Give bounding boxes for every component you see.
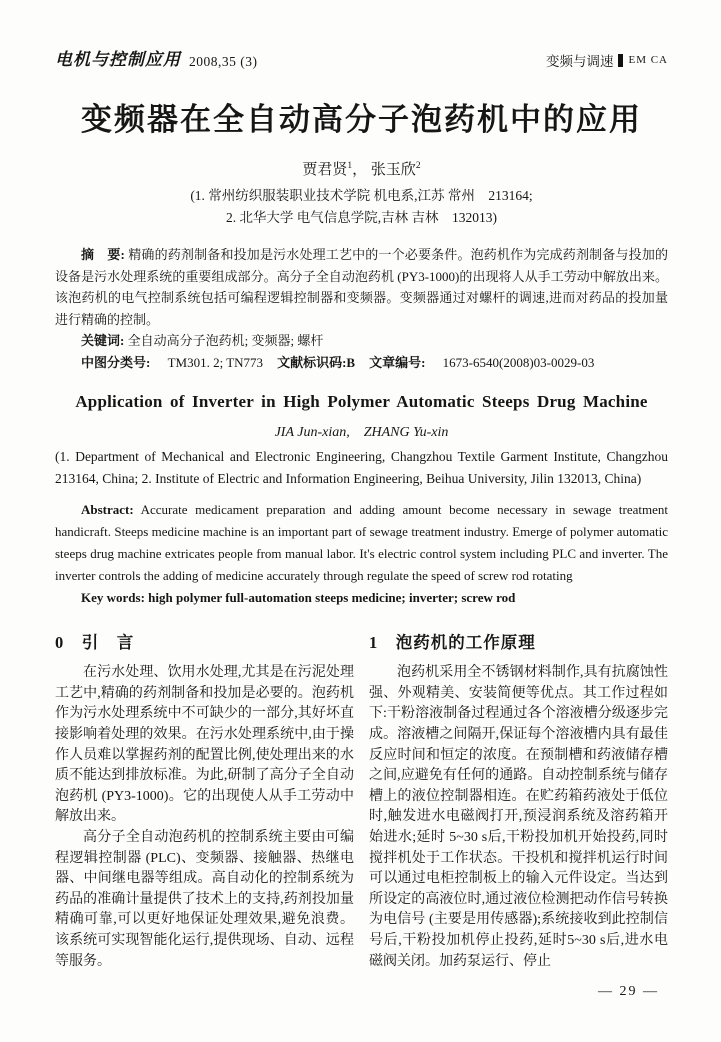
journal-header-left [55,45,258,70]
affiliations-cn [55,185,668,229]
author-superscript-2: 2 [415,161,421,172]
abstract-block-en [55,499,668,609]
article-title-en: Application of Inverter in High Polymer Automatic Steeps Drug Machine [75,392,648,412]
left-column [55,621,354,972]
keywords-en-text: high polymer full-automation steeps medicine; inverter; screw rod [144,590,516,606]
keywords-cn-text: 全自动高分子泡药机; 变频器; 螺杆 [124,333,324,349]
page-header [55,46,668,70]
journal-name: 电机与控制应用 [55,50,181,70]
affiliation-cn-line-1: (1. 常州纺织服装职业技术学院 机电系,江苏 常州 213164; [190,188,533,204]
abstract-en-label: Abstract: [81,502,134,518]
journal-header-right [546,50,668,70]
affiliation-cn-line-2: 2. 北华大学 电气信息学院,吉林 吉林 132013) [225,210,498,226]
author-separator: ， [352,162,371,179]
abstract-cn [55,244,668,330]
two-column-body [55,621,668,972]
right-column [369,621,668,972]
paragraph: 在污水处理、饮用水处理,尤其是在污泥处理工艺中,精确的药剂制备和投加是必要的。泡药机作为污水处理系统中不可缺少的一部分,其好坏直接影响着处理的效果。在污水处理系统中,由于操作人员难以掌握药剂的配置比例,使处理出来的水质不能达到排放标准。为此,研制了高分子全自动泡药机 (PY3-1000)。它的出现使人从手工劳动中解放出来。 [55,665,354,825]
authors-cn [55,158,668,179]
clc-label: 中图分类号: [81,354,151,370]
abstract-en-text: Accurate medicament preparation and adding amount become necessary in sewage treatment handicraft. Steeps medicine machine is an important part of sewage treatment industry. Emerge of polymer automatic steeps drug machine extricates people from manual labor. It's electric control system including PLC and inverter. The inverter controls the adding of medicine accurately through regulate the speed of screw rod rotating [55,502,668,584]
article-no-label: 文章编号: [369,354,426,370]
author-name-2: 张玉欣 [370,162,416,179]
section-heading-0: 0 引 言 [55,633,135,653]
abstract-cn-text: 精确的药剂制备和投加是污水处理工艺中的一个必要条件。泡药机作为完成药剂制备与投加的设备是污水处理系统的重要组成部分。高分子全自动泡药机 (PY3-1000)的出现将人从手工劳动中解放出来。该泡药机的电气控制系统包括可编程逻辑控制器和变频器。变频器通过对螺杆的调速,进而对药品的投加量进行精确的控制。 [55,247,668,327]
page-number: — 29 — [598,984,659,999]
paragraph: 高分子全自动泡药机的控制系统主要由可编程逻辑控制器 (PLC)、变频器、接触器、热继电器、中间继电器等组成。高自动化的控制系统为药品的准确计量提供了技术上的支持,药剂投加量精确可靠,可以更好地保证处理效果,避免浪费。该系统可实现智能化运行,提供现场、自动、远程等服务。 [55,829,354,969]
author-superscript-1: 1 [347,161,353,172]
abstract-cn-label: 摘 要: [81,247,125,263]
divider-bar-icon [618,54,623,67]
affiliation-en: (1. Department of Mechanical and Electronic Engineering, Changzhou Textile Garment Institute, Changzhou 213164, China; 2. Institute of Electric and Information Engineering, Beihua University, Jilin 132013, China) [55,449,668,487]
keywords-cn-label: 关键词: [81,333,125,349]
abstract-block-cn [55,244,668,373]
column-name: 变频与调速 [545,54,614,69]
doc-code: 文献标识码:B [277,354,356,370]
section-heading-1: 1 泡药机的工作原理 [369,633,536,653]
keywords-cn [55,330,668,352]
classification-line [55,352,668,374]
journal-logo-text: EM CA [628,54,668,66]
english-block [55,391,668,609]
article-no-value: 1673-6540(2008)03-0029-03 [439,354,595,370]
paragraph: 泡药机采用全不锈钢材料制作,具有抗腐蚀性强、外观精美、安装简便等优点。其工作过程如下:干粉溶液制备过程通过各个溶液槽分级逐步完成。溶液槽之间隔开,保证每个溶液槽内具有最佳反应时间和恒定的浓度。在预制槽和药液储存槽之间,应避免有任何的通路。自动控制系统与储存槽上的液位控制器相连。在贮药箱药液处于低位时,触发进水电磁阀打开,预浸润系统及溶药箱开始进水;延时 5~30 s后,干粉投加机开始投药,同时搅拌机处于工作状态。干投机和搅拌机运行时间可以通过电柜控制板上的输入元件设定。当达到所设定的高液位时,通过液位检测把动作信号转换为电信号 (主要是用传感器);系统接收到此控制信号后,干粉投加机停止投药,延时5~30 s后,进水电磁阀关闭。加药泵运行、停止 [369,665,668,969]
author-name-1: 贾君贤 [302,162,348,179]
keywords-en [55,587,668,609]
clc-value: TM301. 2; TN773 [164,354,264,370]
abstract-en [55,499,668,587]
article-title-cn: 变频器在全自动高分子泡药机中的应用 [81,102,642,137]
keywords-en-label: Key words: [81,590,145,606]
authors-en: JIA Jun-xian, ZHANG Yu-xin [274,425,449,441]
journal-issue: 2008,35 (3) [189,54,258,69]
